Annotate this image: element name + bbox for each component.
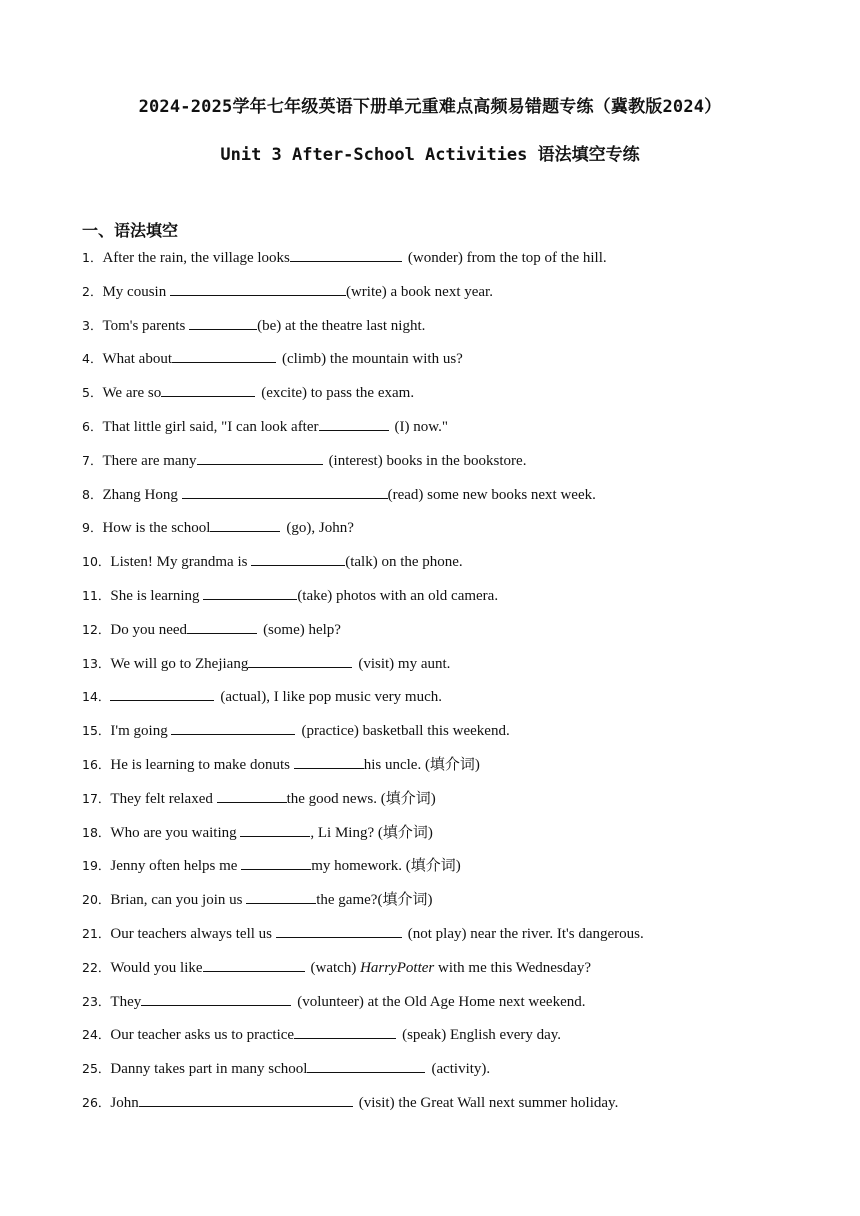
question-hint: (speak) English every day. <box>402 1027 562 1044</box>
question-hint: (go), John? <box>286 520 354 537</box>
worksheet-subtitle: Unit 3 After-School Activities 语法填空专练 <box>220 145 640 165</box>
answer-blank[interactable] <box>241 854 311 870</box>
question-text: After the rain, the village looks <box>102 250 290 266</box>
question-item <box>82 415 802 449</box>
question-item <box>82 956 802 990</box>
question-text: Listen! My grandma is <box>110 554 252 571</box>
question-item <box>82 685 802 719</box>
question-text: Our teachers always tell us <box>110 925 276 942</box>
question-item <box>82 347 802 381</box>
question-hint: (visit) my aunt. <box>358 655 451 672</box>
question-number: 9． <box>82 520 103 536</box>
answer-blank[interactable] <box>197 449 323 465</box>
question-hint: , Li Ming? (填介词) <box>310 824 433 841</box>
question-text: Who are you waiting <box>110 824 241 841</box>
answer-blank[interactable] <box>290 246 402 262</box>
question-number: 24． <box>82 1027 111 1043</box>
question-number: 25． <box>82 1061 111 1077</box>
question-hint: (take) photos with an old camera. <box>297 587 499 604</box>
answer-blank[interactable] <box>141 990 291 1006</box>
question-text: Do you need <box>110 621 188 638</box>
answer-blank[interactable] <box>248 652 352 668</box>
question-number: 17． <box>82 790 111 806</box>
question-item <box>82 1057 802 1091</box>
question-number: 23． <box>82 993 111 1009</box>
question-item <box>82 550 802 584</box>
question-text: What about <box>102 351 173 368</box>
question-hint: (interest) books in the bookstore. <box>328 452 527 469</box>
question-item <box>82 821 802 855</box>
question-number: 4． <box>82 351 103 367</box>
answer-blank[interactable] <box>294 1023 396 1039</box>
answer-blank[interactable] <box>139 1091 353 1107</box>
question-hint: (I) now." <box>394 418 448 435</box>
answer-blank[interactable] <box>251 550 345 566</box>
question-number: 10． <box>82 554 111 570</box>
question-number: 7． <box>82 452 103 468</box>
answer-blank[interactable] <box>182 483 388 499</box>
question-item <box>82 787 802 821</box>
question-text: They <box>110 993 142 1010</box>
question-number: 6． <box>82 418 103 434</box>
answer-blank[interactable] <box>161 381 255 397</box>
question-hint: (volunteer) at the Old Age Home next weekend. <box>297 993 586 1010</box>
question-text: He is learning to make donuts <box>110 756 294 773</box>
question-hint: (practice) basketball this weekend. <box>301 723 510 740</box>
question-item <box>82 314 802 348</box>
section-heading: 一、语法填空 <box>82 221 179 240</box>
question-text: I'm going <box>110 723 172 740</box>
question-number: 16． <box>82 756 111 772</box>
answer-blank[interactable] <box>170 280 346 296</box>
question-number: 1． <box>82 250 103 265</box>
question-hint: his uncle. (填介词) <box>363 756 480 773</box>
question-text: Our teacher asks us to practice <box>110 1027 295 1044</box>
answer-blank[interactable] <box>110 685 214 701</box>
question-hint: the game?(填介词) <box>316 892 433 909</box>
question-number: 21． <box>82 925 111 941</box>
answer-blank[interactable] <box>294 753 364 769</box>
question-hint: (talk) on the phone. <box>345 554 463 571</box>
question-number: 8． <box>82 486 103 502</box>
answer-blank[interactable] <box>240 821 310 837</box>
question-number: 13． <box>82 655 111 671</box>
question-text-tail: with me this Wednesday? <box>434 959 592 976</box>
question-text: Jenny often helps me <box>110 858 242 875</box>
question-item <box>82 719 802 753</box>
question-number: 3． <box>82 317 103 333</box>
question-item <box>82 280 802 314</box>
question-text: John <box>110 1094 139 1111</box>
question-text: How is the school <box>102 520 211 537</box>
question-list <box>82 246 802 1125</box>
answer-blank[interactable] <box>307 1057 425 1073</box>
question-hint: (actual), I like pop music very much. <box>220 689 443 706</box>
answer-blank[interactable] <box>203 956 305 972</box>
question-text: Tom's parents <box>102 317 190 334</box>
question-number: 20． <box>82 892 111 908</box>
question-text: There are many <box>102 452 197 469</box>
question-item <box>82 516 802 550</box>
question-number: 2． <box>82 283 103 299</box>
question-item <box>82 381 802 415</box>
answer-blank[interactable] <box>246 888 316 904</box>
question-hint: (watch) <box>310 959 361 976</box>
question-number: 15． <box>82 723 111 739</box>
answer-blank[interactable] <box>172 347 276 363</box>
answer-blank[interactable] <box>203 584 297 600</box>
book-title: HarryPotter <box>360 959 435 976</box>
question-item <box>82 1091 802 1125</box>
question-text: Danny takes part in many school <box>110 1061 308 1078</box>
question-hint: (wonder) from the top of the hill. <box>407 250 607 266</box>
question-text: My cousin <box>102 283 170 300</box>
answer-blank[interactable] <box>210 516 280 532</box>
question-hint: (climb) the mountain with us? <box>282 351 463 368</box>
answer-blank[interactable] <box>276 922 402 938</box>
question-number: 18． <box>82 824 111 840</box>
question-item <box>82 618 802 652</box>
answer-blank[interactable] <box>171 719 295 735</box>
answer-blank[interactable] <box>217 787 287 803</box>
answer-blank[interactable] <box>187 618 257 634</box>
question-text: Would you like <box>110 959 203 976</box>
question-item <box>82 652 802 686</box>
question-hint: (not play) near the river. It's dangerous. <box>407 925 644 942</box>
question-hint: (visit) the Great Wall next summer holiday. <box>358 1094 619 1111</box>
question-item <box>82 246 802 280</box>
question-item <box>82 483 802 517</box>
question-text: Brian, can you join us <box>110 892 247 909</box>
question-hint: (some) help? <box>263 621 341 638</box>
question-item <box>82 922 802 956</box>
question-text: They felt relaxed <box>110 790 217 807</box>
question-item <box>82 753 802 787</box>
question-text: We are so <box>102 385 162 402</box>
question-item <box>82 449 802 483</box>
question-number: 5． <box>82 385 103 401</box>
question-hint: (be) at the theatre last night. <box>257 317 426 334</box>
question-item <box>82 854 802 888</box>
question-hint: the good news. (填介词) <box>286 790 436 807</box>
answer-blank[interactable] <box>319 415 389 431</box>
question-text: We will go to Zhejiang <box>110 655 249 672</box>
question-number: 26． <box>82 1094 111 1110</box>
question-number: 22． <box>82 959 111 975</box>
question-hint: (activity). <box>431 1061 491 1078</box>
question-text: She is learning <box>110 587 204 604</box>
question-text: That little girl said, "I can look after <box>102 418 319 435</box>
question-item <box>82 584 802 618</box>
question-number: 12． <box>82 621 111 637</box>
question-hint: (write) a book next year. <box>345 283 493 300</box>
question-hint: (excite) to pass the exam. <box>261 385 415 402</box>
question-number: 19． <box>82 858 111 874</box>
question-number: 14． <box>82 689 111 705</box>
question-hint: my homework. (填介词) <box>311 858 461 875</box>
worksheet-title: 2024-2025学年七年级英语下册单元重难点高频易错题专练（冀教版2024） <box>138 97 722 117</box>
answer-blank[interactable] <box>189 314 257 330</box>
question-number: 11． <box>82 587 111 603</box>
question-item <box>82 888 802 922</box>
question-item <box>82 1023 802 1057</box>
question-text: Zhang Hong <box>102 486 182 503</box>
question-hint: (read) some new books next week. <box>387 486 596 503</box>
question-item <box>82 990 802 1024</box>
